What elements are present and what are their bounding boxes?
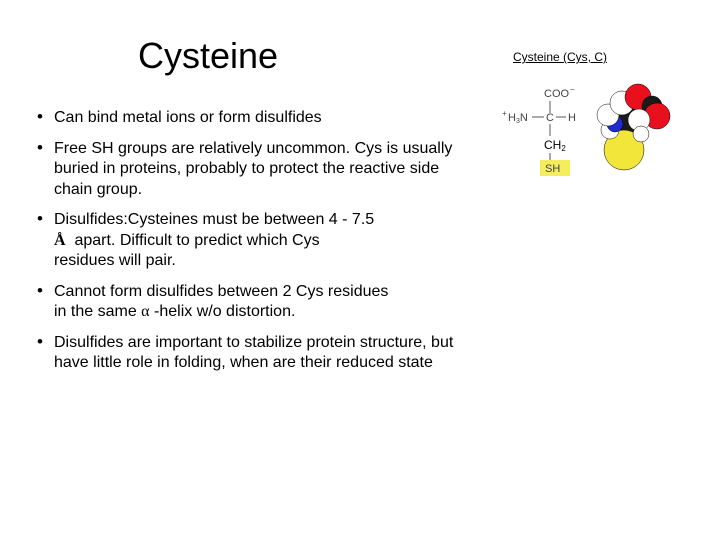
bullet-text: Free SH groups are relatively uncommon. Cys is usually buried in proteins, probably to protect the reactive side chain group. xyxy=(54,139,453,198)
cysteine-structure-figure xyxy=(500,82,690,192)
bullet-dot-icon: • xyxy=(37,137,43,157)
bullet-dot-icon: • xyxy=(37,209,43,228)
alpha-symbol: α xyxy=(141,303,150,320)
bullet-dot-icon: • xyxy=(37,280,43,300)
bullet-item xyxy=(36,108,456,129)
amine-label: H3N xyxy=(508,112,528,125)
alpha-hydrogen-label: H xyxy=(568,112,576,124)
bullet-text: Disulfides are important to stabilize protein structure, but have little role in folding, when are their reduced state xyxy=(54,333,454,371)
bullet-text: residues will pair. xyxy=(54,252,176,269)
bullet-item xyxy=(36,210,456,272)
sh-label: SH xyxy=(545,163,561,175)
figure-caption: Cysteine (Cys, C) xyxy=(513,50,608,64)
bullet-text: -helix w/o distortion. xyxy=(154,303,296,320)
bullet-item xyxy=(36,282,456,323)
carboxyl-label: COO xyxy=(544,88,570,100)
bullet-list xyxy=(36,108,456,384)
alpha-carbon-label: C xyxy=(546,112,554,124)
bullet-text: Disulfides:Cysteines must be between 4 - 7.5 xyxy=(54,211,375,228)
ch2-label: CH2 xyxy=(544,138,566,153)
carboxyl-charge: − xyxy=(570,85,575,94)
bullet-text: in the same xyxy=(54,303,137,320)
bullet-text: Cannot form disulfides between 2 Cys residues xyxy=(54,282,389,300)
bullet-item xyxy=(36,333,456,374)
bullet-text: Can bind metal ions or form disulfides xyxy=(54,109,322,126)
bullet-dot-icon: • xyxy=(37,331,43,351)
space-filling-model xyxy=(597,84,670,170)
bullet-text: apart. Difficult to predict which Cys xyxy=(74,231,320,249)
angstrom-symbol: Å xyxy=(54,231,66,249)
bullet-item xyxy=(36,139,456,201)
bullet-dot-icon: • xyxy=(37,107,43,126)
amine-charge: + xyxy=(502,109,507,118)
slide-title: Cysteine xyxy=(138,35,279,76)
